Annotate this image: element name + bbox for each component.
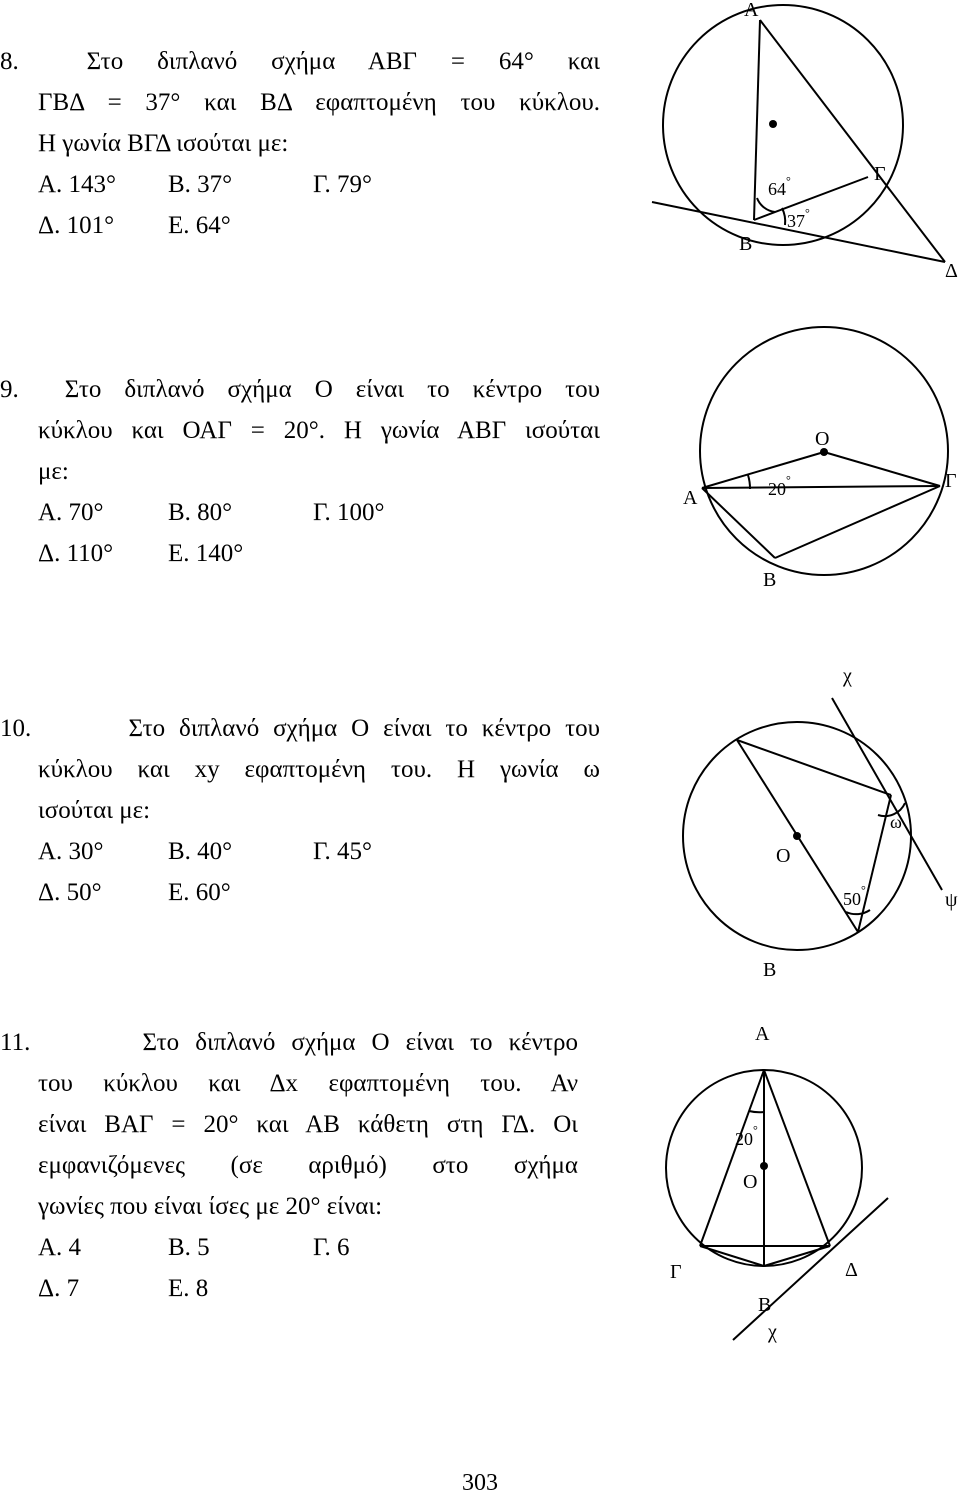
q10-option-b[interactable]: Β. 40° (168, 838, 233, 865)
fig11-label-o: Ο (743, 1171, 758, 1193)
q9-option-a[interactable]: Α. 70° (38, 499, 104, 526)
fig9-label-g: Γ (945, 470, 957, 492)
q8-option-b[interactable]: Β. 37° (168, 171, 233, 198)
fig11-deg-20: ° (753, 1123, 758, 1137)
fig11-chord-gb (700, 1246, 764, 1266)
q10-option-d[interactable]: Δ. 50° (38, 879, 102, 906)
q8-option-a[interactable]: Α. 143° (38, 171, 117, 198)
q9-number: 9. (0, 376, 19, 403)
q8-number: 8. (0, 48, 19, 75)
q9-option-e[interactable]: Ε. 140° (168, 540, 244, 567)
q8-option-d[interactable]: Δ. 101° (38, 212, 115, 239)
q11-line4: εμφανιζόμενες (σε αριθμό) στο σχήμα (38, 1152, 578, 1179)
fig8-label-a: Α (744, 0, 759, 21)
figure-11 (666, 1070, 888, 1340)
q11-line2: του κύκλου και Δx εφαπτομένη του. Αν (38, 1070, 578, 1097)
q8-line3: Η γωνία ΒΓΔ ισούται με: (38, 130, 289, 157)
fig10-label-omega: ω (890, 812, 902, 832)
q11-option-b[interactable]: Β. 5 (168, 1234, 210, 1261)
fig9-deg-20: ° (786, 473, 791, 487)
q9-line1: 9. Στο διπλανό σχήμα Ο είναι το κέντρο του (0, 376, 600, 403)
fig8-angle-37: 37 (787, 211, 805, 231)
q9-line3: με: (38, 458, 69, 485)
fig11-label-a: Α (755, 1023, 770, 1045)
q10-line3: ισούται με: (38, 797, 151, 824)
fig10-label-b: Β (763, 959, 777, 981)
fig11-label-x: χ (768, 1321, 777, 1343)
fig9-line-og (824, 452, 940, 486)
fig9-angle-20: 20 (768, 479, 786, 499)
fig11-angle-20: 20 (735, 1129, 753, 1149)
fig10-chord-top (737, 740, 891, 795)
fig11-label-d: Δ (845, 1259, 858, 1281)
q8-option-c[interactable]: Γ. 79° (313, 171, 372, 198)
q10-option-e[interactable]: Ε. 60° (168, 879, 231, 906)
fig9-label-a: Α (683, 487, 698, 509)
q10-option-a[interactable]: Α. 30° (38, 838, 104, 865)
q11-option-a[interactable]: Α. 4 (38, 1234, 82, 1261)
fig11-chord-bd (764, 1246, 830, 1266)
fig9-chord-ag (702, 486, 940, 488)
q9-line2: κύκλου και ΟΑΓ = 20°. Η γωνία ΑΒΓ ισούται (38, 417, 600, 444)
fig8-label-d: Δ (945, 260, 958, 282)
fig8-arc-37 (782, 208, 785, 225)
page-number: 303 (462, 1470, 498, 1496)
q10-number: 10. (0, 715, 32, 742)
q11-option-d[interactable]: Δ. 7 (38, 1275, 80, 1302)
fig11-chord-ag (700, 1070, 764, 1246)
fig8-chord-ab (754, 20, 760, 220)
fig10-label-x: χ (843, 665, 852, 687)
q9-option-d[interactable]: Δ. 110° (38, 540, 114, 567)
fig8-label-b: Β (739, 233, 753, 255)
q9-option-b[interactable]: Β. 80° (168, 499, 233, 526)
fig10-label-o: Ο (776, 845, 791, 867)
fig8-angle-64: 64 (768, 179, 786, 199)
q11-option-c[interactable]: Γ. 6 (313, 1234, 350, 1261)
fig8-deg-64: ° (786, 174, 791, 188)
fig9-label-b: Β (763, 569, 777, 591)
q11-line3: είναι ΒΑΓ = 20° και ΑΒ κάθετη στη ΓΔ. Οι (38, 1111, 578, 1138)
fig11-chord-ad (764, 1070, 830, 1246)
fig9-chord-ab (702, 488, 775, 558)
fig9-line-ao (702, 452, 824, 488)
fig9-chord-bg (775, 486, 940, 558)
q10-option-c[interactable]: Γ. 45° (313, 838, 372, 865)
figure-10 (683, 698, 942, 950)
q11-line5: γωνίες που είναι ίσες με 20° είναι: (38, 1193, 383, 1220)
fig10-arc-50 (846, 910, 870, 914)
fig8-center-dot (769, 120, 777, 128)
fig11-arc-20 (749, 1111, 764, 1112)
fig11-label-g: Γ (670, 1261, 682, 1283)
fig11-tangent-dx (733, 1198, 888, 1340)
q11-number: 11. (0, 1029, 31, 1056)
fig10-center-dot (793, 832, 801, 840)
fig8-deg-37: ° (805, 206, 810, 220)
fig8-label-g: Γ (874, 163, 886, 185)
q10-line2: κύκλου και xy εφαπτομένη του. Η γωνία ω (38, 756, 600, 783)
q8-line2: ΓΒΔ = 37° και ΒΔ εφαπτομένη του κύκλου. (38, 89, 600, 116)
fig10-deg-50: ° (861, 883, 866, 897)
fig9-label-o: Ο (815, 428, 830, 450)
fig10-label-y: ψ (945, 889, 958, 911)
fig10-tangent-xy (832, 698, 942, 890)
fig8-arc-64 (757, 198, 775, 212)
q8-line1: 8. Στο διπλανό σχήμα ΑΒΓ = 64° και (0, 48, 601, 75)
q11-line1: 11. Στο διπλανό σχήμα Ο είναι το κέντρο (0, 1029, 578, 1056)
q8-option-e[interactable]: Ε. 64° (168, 212, 231, 239)
fig10-angle-50: 50 (843, 889, 861, 909)
q9-option-c[interactable]: Γ. 100° (313, 499, 385, 526)
q11-option-e[interactable]: Ε. 8 (168, 1275, 209, 1302)
q10-line1: 10. Στο διπλανό σχήμα Ο είναι το κέντρο του (0, 715, 600, 742)
fig11-center-dot (760, 1162, 768, 1170)
fig11-label-b: Β (758, 1294, 772, 1316)
